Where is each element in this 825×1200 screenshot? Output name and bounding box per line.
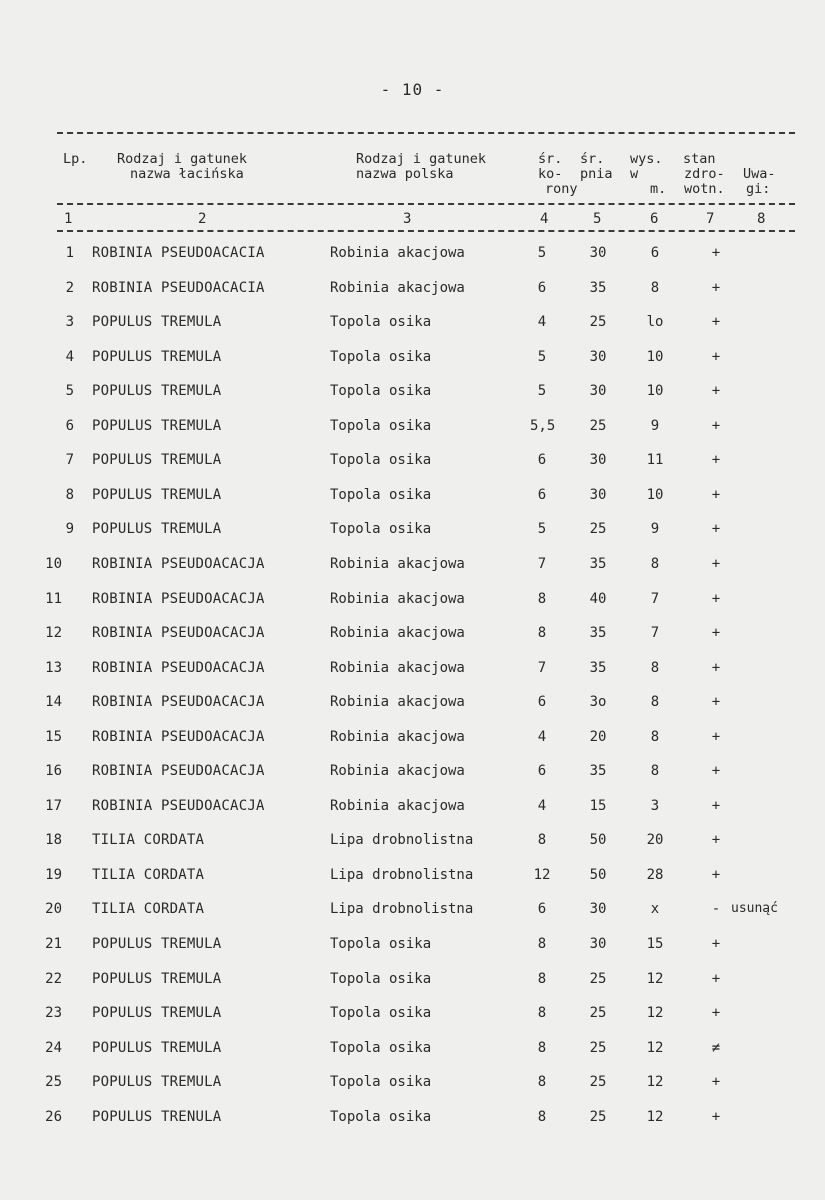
- latin-name: POPULUS TRENULA: [92, 1108, 222, 1125]
- latin-name: ROBINIA PSEUDOACACJA: [92, 763, 265, 780]
- health-status: +: [711, 383, 721, 400]
- row-number: 19: [45, 866, 62, 883]
- height: 8: [650, 763, 660, 780]
- crown-diameter: 8: [537, 936, 547, 952]
- height: 20: [646, 832, 664, 849]
- trunk-diameter: 30: [589, 348, 607, 365]
- polish-name: Topola osika: [330, 1108, 432, 1125]
- crown-diameter: 6: [537, 694, 547, 711]
- trunk-diameter: 30: [589, 245, 607, 261]
- polish-name: Topola osika: [330, 348, 432, 365]
- latin-name: POPULUS TREMULA: [92, 1039, 222, 1056]
- crown-diameter: 6: [537, 279, 547, 296]
- health-status: +: [711, 1005, 721, 1022]
- height: 7: [650, 625, 660, 642]
- page-number: - 10 -: [380, 80, 445, 99]
- polish-name: Lipa drobnolistna: [330, 901, 474, 918]
- table-row: [0, 660, 825, 690]
- polish-name: Robinia akacjowa: [330, 590, 465, 607]
- crown-diameter: 5: [537, 348, 547, 365]
- polish-name: Robinia akacjowa: [330, 245, 465, 261]
- row-number: 4: [65, 348, 74, 365]
- latin-name: TILIA CORDATA: [92, 901, 205, 918]
- row-number: 5: [65, 383, 74, 400]
- crown-diameter: 6: [537, 763, 547, 780]
- height: 9: [650, 521, 660, 538]
- height: 12: [646, 1074, 664, 1091]
- header-latin-line2: nazwa łacińska: [130, 166, 244, 182]
- row-number: 1: [65, 245, 74, 261]
- crown-diameter: 8: [537, 1074, 547, 1091]
- height: 8: [650, 279, 660, 296]
- health-status: +: [711, 970, 721, 987]
- table-row: [0, 556, 825, 586]
- table-row: [0, 591, 825, 621]
- polish-name: Robinia akacjowa: [330, 797, 465, 814]
- trunk-diameter: 25: [589, 417, 607, 434]
- row-number: 13: [45, 659, 62, 676]
- column-number: 5: [593, 211, 602, 227]
- height: 10: [646, 348, 664, 365]
- column-number: 8: [757, 211, 766, 227]
- column-number: 7: [706, 211, 715, 227]
- table-row: [0, 1040, 825, 1070]
- polish-name: Topola osika: [330, 417, 432, 434]
- latin-name: POPULUS TREMULA: [92, 383, 222, 400]
- latin-name: POPULUS TREMULA: [92, 417, 222, 434]
- header-stan-line2: zdro-: [684, 166, 725, 182]
- row-number: 14: [45, 694, 62, 711]
- table-row: [0, 314, 825, 344]
- row-number: 12: [45, 625, 62, 642]
- header-kor-line3: rony: [545, 181, 578, 197]
- crown-diameter: 8: [537, 625, 547, 642]
- trunk-diameter: 35: [589, 555, 607, 572]
- trunk-diameter: 35: [589, 625, 607, 642]
- polish-name: Topola osika: [330, 936, 432, 952]
- table-row: [0, 694, 825, 724]
- height: 8: [650, 659, 660, 676]
- latin-name: ROBINIA PSEUDOACACIA: [92, 279, 265, 296]
- top-divider: [57, 132, 795, 134]
- health-status: +: [711, 1074, 721, 1091]
- row-number: 21: [45, 936, 62, 952]
- crown-diameter: 8: [537, 970, 547, 987]
- trunk-diameter: 30: [589, 486, 607, 503]
- column-number: 4: [540, 211, 549, 227]
- trunk-diameter: 30: [589, 901, 607, 918]
- trunk-diameter: 25: [589, 1039, 607, 1056]
- health-status: +: [711, 1108, 721, 1125]
- crown-diameter: 5: [537, 383, 547, 400]
- column-number: 2: [198, 211, 207, 227]
- row-number: 10: [45, 555, 62, 572]
- table-row: [0, 245, 825, 275]
- latin-name: POPULUS TREMULA: [92, 314, 222, 331]
- crown-diameter: 5: [537, 521, 547, 538]
- crown-diameter: 6: [537, 452, 547, 469]
- crown-diameter: 5: [537, 245, 547, 261]
- table-row: [0, 763, 825, 793]
- latin-name: POPULUS TREMULA: [92, 970, 222, 987]
- latin-name: ROBINIA PSEUDOACACJA: [92, 659, 265, 676]
- polish-name: Topola osika: [330, 452, 432, 469]
- header-uwagi-line2: gi:: [746, 181, 771, 197]
- header-kor-line2: ko-: [538, 166, 563, 182]
- height: 12: [646, 1039, 664, 1056]
- crown-diameter: 8: [537, 832, 547, 849]
- table-row: [0, 418, 825, 448]
- row-number: 9: [65, 521, 74, 538]
- trunk-diameter: 15: [589, 797, 607, 814]
- latin-name: TILIA CORDATA: [92, 866, 205, 883]
- header-wys-line2: w: [630, 166, 639, 182]
- height: 28: [646, 866, 664, 883]
- height: 12: [646, 970, 664, 987]
- header-lp: Lp.: [63, 151, 88, 167]
- table-row: [0, 867, 825, 897]
- row-number: 11: [45, 590, 62, 607]
- height: 8: [650, 694, 660, 711]
- crown-diameter: 8: [537, 1108, 547, 1125]
- trunk-diameter: 30: [589, 452, 607, 469]
- health-status: +: [711, 348, 721, 365]
- row-number: 6: [65, 417, 74, 434]
- height: 8: [650, 555, 660, 572]
- trunk-diameter: 50: [589, 832, 607, 849]
- polish-name: Topola osika: [330, 970, 432, 987]
- row-number: 8: [65, 486, 74, 503]
- table-row: [0, 901, 825, 931]
- table-row: [0, 625, 825, 655]
- row-number: 25: [45, 1074, 62, 1091]
- latin-name: POPULUS TREMULA: [92, 486, 222, 503]
- health-status: +: [711, 866, 721, 883]
- health-status: +: [711, 452, 721, 469]
- height: 10: [646, 486, 664, 503]
- polish-name: Lipa drobnolistna: [330, 866, 474, 883]
- health-status: ≠: [711, 1039, 721, 1056]
- health-status: +: [711, 728, 721, 745]
- header-polish-line2: nazwa polska: [356, 166, 454, 182]
- trunk-diameter: 25: [589, 1108, 607, 1125]
- header-latin-line1: Rodzaj i gatunek: [117, 151, 248, 167]
- column-number: 6: [650, 211, 659, 227]
- crown-diameter: 8: [537, 1039, 547, 1056]
- height: 7: [650, 590, 660, 607]
- latin-name: ROBINIA PSEUDOACACJA: [92, 555, 265, 572]
- row-number: 26: [45, 1108, 62, 1125]
- latin-name: POPULUS TREMULA: [92, 348, 222, 365]
- trunk-diameter: 30: [589, 383, 607, 400]
- column-number-divider: [57, 230, 795, 232]
- latin-name: POPULUS TREMULA: [92, 1074, 222, 1091]
- polish-name: Topola osika: [330, 521, 432, 538]
- polish-name: Robinia akacjowa: [330, 625, 465, 642]
- table-row: [0, 832, 825, 862]
- crown-diameter: 8: [537, 590, 547, 607]
- column-number: 1: [64, 211, 73, 227]
- health-status: +: [711, 936, 721, 952]
- header-stan-line3: wotn.: [684, 181, 725, 197]
- latin-name: ROBINIA PSEUDOACACJA: [92, 728, 265, 745]
- polish-name: Robinia akacjowa: [330, 279, 465, 296]
- polish-name: Robinia akacjowa: [330, 728, 465, 745]
- health-status: +: [711, 832, 721, 849]
- table-row: [0, 280, 825, 310]
- table-row: [0, 936, 825, 966]
- table-row: [0, 971, 825, 1001]
- height: 10: [646, 383, 664, 400]
- header-pnia-line2: pnia: [580, 166, 613, 182]
- row-number: 15: [45, 728, 62, 745]
- health-status: +: [711, 694, 721, 711]
- health-status: +: [711, 659, 721, 676]
- remarks: usunąć: [731, 901, 778, 917]
- height: 12: [646, 1108, 664, 1125]
- latin-name: POPULUS TREMULA: [92, 521, 222, 538]
- trunk-diameter: 25: [589, 521, 607, 538]
- health-status: +: [711, 279, 721, 296]
- crown-diameter: 8: [537, 1005, 547, 1022]
- latin-name: POPULUS TREMULA: [92, 936, 222, 952]
- latin-name: POPULUS TREMULA: [92, 452, 222, 469]
- trunk-diameter: 25: [589, 1074, 607, 1091]
- latin-name: ROBINIA PSEUDOACACJA: [92, 694, 265, 711]
- crown-diameter: 6: [537, 486, 547, 503]
- polish-name: Topola osika: [330, 1005, 432, 1022]
- height: 11: [646, 452, 664, 469]
- health-status: +: [711, 763, 721, 780]
- table-row: [0, 383, 825, 413]
- polish-name: Topola osika: [330, 1039, 432, 1056]
- height: 3: [650, 797, 660, 814]
- table-row: [0, 798, 825, 828]
- row-number: 20: [45, 901, 62, 918]
- table-row: [0, 452, 825, 482]
- polish-name: Robinia akacjowa: [330, 763, 465, 780]
- header-wys-line1: wys.: [630, 151, 663, 167]
- row-number: 22: [45, 970, 62, 987]
- polish-name: Robinia akacjowa: [330, 555, 465, 572]
- table-row: [0, 349, 825, 379]
- crown-diameter: 4: [537, 728, 547, 745]
- row-number: 18: [45, 832, 62, 849]
- row-number: 3: [65, 314, 74, 331]
- polish-name: Robinia akacjowa: [330, 694, 465, 711]
- polish-name: Topola osika: [330, 314, 432, 331]
- row-number: 7: [65, 452, 74, 469]
- crown-diameter: 4: [537, 797, 547, 814]
- height: x: [650, 901, 660, 918]
- header-kor-line1: śr.: [538, 151, 563, 167]
- polish-name: Topola osika: [330, 383, 432, 400]
- trunk-diameter: 20: [589, 728, 607, 745]
- polish-name: Topola osika: [330, 486, 432, 503]
- polish-name: Lipa drobnolistna: [330, 832, 474, 849]
- trunk-diameter: 3o: [589, 694, 607, 711]
- trunk-diameter: 50: [589, 866, 607, 883]
- health-status: +: [711, 555, 721, 572]
- height: lo: [646, 314, 664, 331]
- table-row: [0, 729, 825, 759]
- latin-name: ROBINIA PSEUDOACACJA: [92, 590, 265, 607]
- crown-diameter: 7: [537, 659, 547, 676]
- table-row: [0, 487, 825, 517]
- header-uwagi-line1: Uwa-: [743, 166, 776, 182]
- trunk-diameter: 35: [589, 279, 607, 296]
- table-row: [0, 1005, 825, 1035]
- crown-diameter: 12: [533, 866, 551, 883]
- health-status: +: [711, 417, 721, 434]
- crown-diameter: 7: [537, 555, 547, 572]
- latin-name: TILIA CORDATA: [92, 832, 205, 849]
- height: 12: [646, 1005, 664, 1022]
- health-status: +: [711, 486, 721, 503]
- trunk-diameter: 25: [589, 314, 607, 331]
- header-divider: [57, 203, 795, 205]
- table-row: [0, 521, 825, 551]
- polish-name: Topola osika: [330, 1074, 432, 1091]
- height: 8: [650, 728, 660, 745]
- latin-name: ROBINIA PSEUDOACACIA: [92, 245, 265, 261]
- latin-name: ROBINIA PSEUDOACACJA: [92, 625, 265, 642]
- latin-name: POPULUS TREMULA: [92, 1005, 222, 1022]
- crown-diameter: 6: [537, 901, 547, 918]
- header-wys-line3: m.: [650, 181, 667, 197]
- table-row: [0, 1074, 825, 1104]
- header-pnia-line1: śr.: [580, 151, 605, 167]
- height: 9: [650, 417, 660, 434]
- health-status: -: [711, 901, 721, 918]
- health-status: +: [711, 797, 721, 814]
- row-number: 2: [65, 279, 74, 296]
- table-row: [0, 1109, 825, 1139]
- latin-name: ROBINIA PSEUDOACACJA: [92, 797, 265, 814]
- row-number: 23: [45, 1005, 62, 1022]
- row-number: 24: [45, 1039, 62, 1056]
- health-status: +: [711, 245, 721, 261]
- height: 6: [650, 245, 660, 261]
- trunk-diameter: 35: [589, 763, 607, 780]
- trunk-diameter: 30: [589, 936, 607, 952]
- health-status: +: [711, 521, 721, 538]
- trunk-diameter: 25: [589, 1005, 607, 1022]
- header-polish-line1: Rodzaj i gatunek: [356, 151, 487, 167]
- trunk-diameter: 35: [589, 659, 607, 676]
- crown-diameter: 4: [537, 314, 547, 331]
- header-stan-line1: stan: [683, 151, 716, 167]
- height: 15: [646, 936, 664, 952]
- row-number: 16: [45, 763, 62, 780]
- health-status: +: [711, 314, 721, 331]
- trunk-diameter: 25: [589, 970, 607, 987]
- trunk-diameter: 40: [589, 590, 607, 607]
- health-status: +: [711, 625, 721, 642]
- polish-name: Robinia akacjowa: [330, 659, 465, 676]
- column-number: 3: [403, 211, 412, 227]
- health-status: +: [711, 590, 721, 607]
- row-number: 17: [45, 797, 62, 814]
- crown-diameter: 5,5: [530, 417, 556, 434]
